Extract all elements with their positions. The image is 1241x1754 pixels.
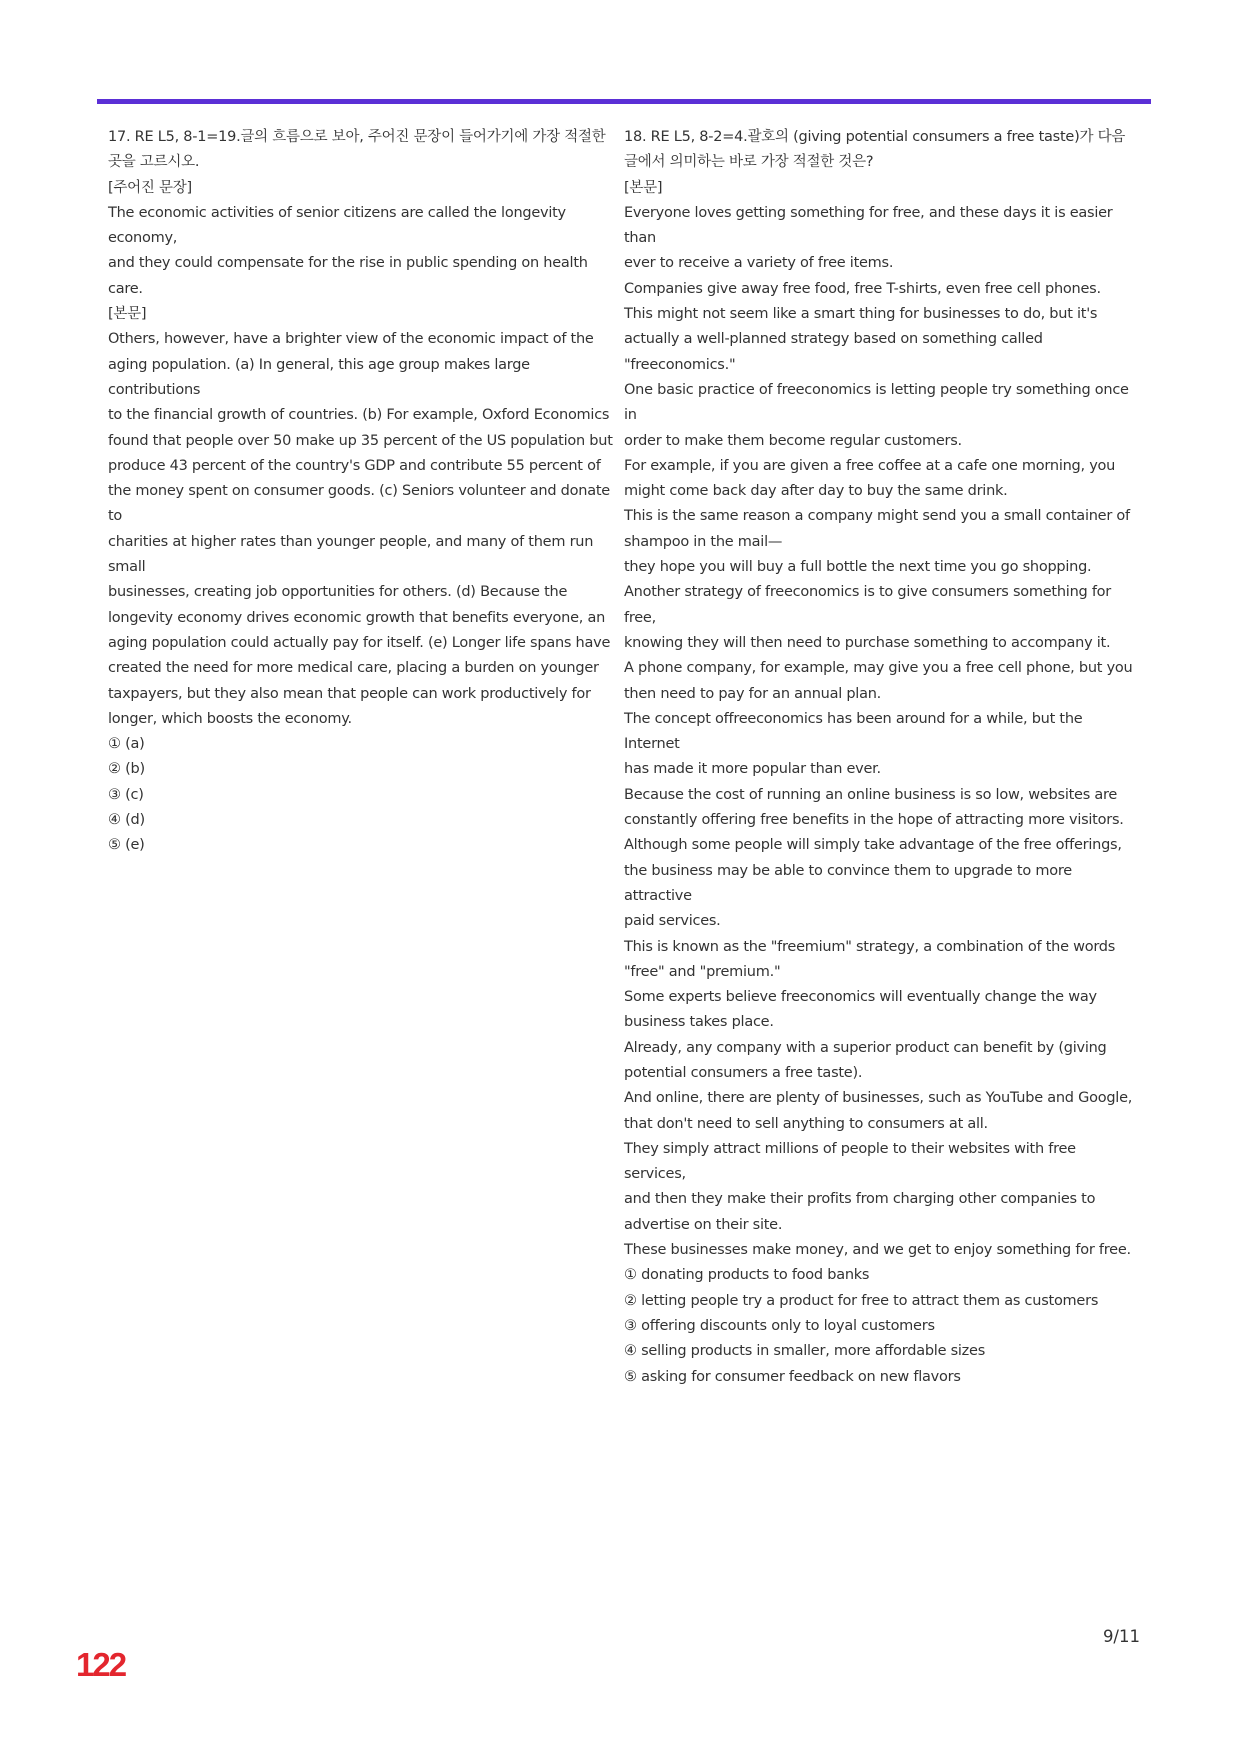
q18-body-label: [본문] xyxy=(624,179,663,196)
q17-header-line: 17. RE L5, 8-1=19.글의 흐름으로 보아, 주어진 문장이 들어가기에 가장 적절한 xyxy=(108,129,606,145)
passage-line: found that people over 50 make up 35 percent of the US population but xyxy=(108,432,613,449)
passage-line: longer, which boosts the economy. xyxy=(108,710,352,727)
q17-given-sentence: The economic activities of senior citizens are called the longevity economy, xyxy=(108,204,566,247)
q17-option-3[interactable]: ③ (c) xyxy=(108,786,144,803)
question-17 xyxy=(108,125,614,859)
passage-line: order to make them become regular customers. xyxy=(624,432,962,449)
passage-line: And online, there are plenty of businesses, such as YouTube and Google, xyxy=(624,1090,1133,1107)
passage-line: One basic practice of freeconomics is letting people try something once in xyxy=(624,381,1129,424)
header-rule xyxy=(97,99,1151,104)
q18-passage xyxy=(624,201,1136,1263)
q18-option-5[interactable]: ⑤ asking for consumer feedback on new flavors xyxy=(624,1368,961,1385)
q17-given-sentence: and they could compensate for the rise in public spending on health care. xyxy=(108,255,588,297)
question-18 xyxy=(624,125,1136,1390)
q18-option-1[interactable]: ① donating products to food banks xyxy=(624,1267,870,1284)
passage-line: For example, if you are given a free coffee at a cafe one morning, you xyxy=(624,457,1116,474)
q18-option-2[interactable]: ② letting people try a product for free to attract them as customers xyxy=(624,1292,1099,1309)
q18-options xyxy=(624,1263,1136,1389)
passage-line: shampoo in the mail— xyxy=(624,533,783,550)
passage-line: The concept offreeconomics has been around for a while, but the Internet xyxy=(624,710,1083,753)
passage-line: Although some people will simply take advantage of the free offerings, xyxy=(624,837,1122,854)
passage-line: This is known as the "freemium" strategy, a combination of the words xyxy=(624,938,1116,955)
passage-line: then need to pay for an annual plan. xyxy=(624,685,882,702)
passage-line: longevity economy drives economic growth that benefits everyone, an xyxy=(108,609,606,626)
passage-line: to the financial growth of countries. (b) For example, Oxford Economics xyxy=(108,407,610,424)
page-indicator: 9/11 xyxy=(1102,1627,1140,1646)
passage-line: that don't need to sell anything to consumers at all. xyxy=(624,1115,988,1132)
passage-line: advertise on their site. xyxy=(624,1216,783,1233)
passage-line: knowing they will then need to purchase something to accompany it. xyxy=(624,634,1111,651)
passage-line: might come back day after day to buy the same drink. xyxy=(624,483,1008,500)
passage-line: Others, however, have a brighter view of the economic impact of the xyxy=(108,331,594,348)
passage-line: actually a well-planned strategy based on something called xyxy=(624,331,1043,348)
passage-line: businesses, creating job opportunities for others. (d) Because the xyxy=(108,584,568,601)
q17-option-4[interactable]: ④ (d) xyxy=(108,812,145,829)
passage-line: they hope you will buy a full bottle the next time you go shopping. xyxy=(624,559,1092,576)
passage-line: aging population. (a) In general, this age group makes large contributions xyxy=(108,356,530,398)
q18-header-line: 18. RE L5, 8-2=4.괄호의 (giving potential consumers a free taste)가 다음 xyxy=(624,129,1126,145)
passage-line: These businesses make money, and we get to enjoy something for free. xyxy=(624,1242,1131,1259)
passage-line: A phone company, for example, may give you a free cell phone, but you xyxy=(624,660,1133,677)
passage-line: has made it more popular than ever. xyxy=(624,761,881,778)
passage-line: created the need for more medical care, placing a burden on younger xyxy=(108,660,599,677)
q18-option-4[interactable]: ④ selling products in smaller, more affordable sizes xyxy=(624,1343,986,1360)
passage-line: the money spent on consumer goods. (c) Seniors volunteer and donate to xyxy=(108,483,610,525)
q18-option-3[interactable]: ③ offering discounts only to loyal customers xyxy=(624,1317,935,1334)
passage-line: Everyone loves getting something for free, and these days it is easier than xyxy=(624,204,1113,247)
folio-number: 122 xyxy=(76,1646,126,1683)
passage-line: This is the same reason a company might send you a small container of xyxy=(624,508,1130,525)
q17-body-label: [본문] xyxy=(108,306,147,323)
q17-options xyxy=(108,732,614,858)
passage-line: Already, any company with a superior product can benefit by (giving xyxy=(624,1039,1107,1056)
passage-line: This might not seem like a smart thing for businesses to do, but it's xyxy=(624,306,1098,323)
passage-line: business takes place. xyxy=(624,1014,774,1031)
q18-header-line: 글에서 의미하는 바로 가장 적절한 것은? xyxy=(624,154,874,171)
passage-line: "freeconomics." xyxy=(624,356,736,373)
passage-line: ever to receive a variety of free items. xyxy=(624,255,894,272)
q17-option-1[interactable]: ① (a) xyxy=(108,736,145,753)
passage-line: Companies give away free food, free T-shirts, even free cell phones. xyxy=(624,280,1101,297)
q17-option-5[interactable]: ⑤ (e) xyxy=(108,837,145,854)
passage-line: paid services. xyxy=(624,913,721,930)
q17-header-line: 곳을 고르시오. xyxy=(108,154,200,171)
passage-line: aging population could actually pay for itself. (e) Longer life spans have xyxy=(108,634,611,651)
passage-line: potential consumers a free taste). xyxy=(624,1064,863,1081)
passage-line: "free" and "premium." xyxy=(624,963,781,980)
passage-line: Another strategy of freeconomics is to give consumers something for free, xyxy=(624,584,1112,626)
q17-passage xyxy=(108,327,614,732)
passage-line: Some experts believe freeconomics will eventually change the way xyxy=(624,989,1097,1006)
q17-option-2[interactable]: ② (b) xyxy=(108,761,145,778)
passage-line: and then they make their profits from charging other companies to xyxy=(624,1191,1096,1208)
passage-line: charities at higher rates than younger people, and many of them run small xyxy=(108,533,594,576)
passage-line: produce 43 percent of the country's GDP and contribute 55 percent of xyxy=(108,457,601,474)
passage-line: Because the cost of running an online business is so low, websites are xyxy=(624,786,1118,803)
passage-line: constantly offering free benefits in the hope of attracting more visitors. xyxy=(624,812,1124,829)
passage-line: taxpayers, but they also mean that people can work productively for xyxy=(108,685,591,702)
q17-given-label: [주어진 문장] xyxy=(108,179,192,196)
passage-line: the business may be able to convince them to upgrade to more attractive xyxy=(624,862,1072,904)
passage-line: They simply attract millions of people to their websites with free services, xyxy=(624,1140,1076,1183)
